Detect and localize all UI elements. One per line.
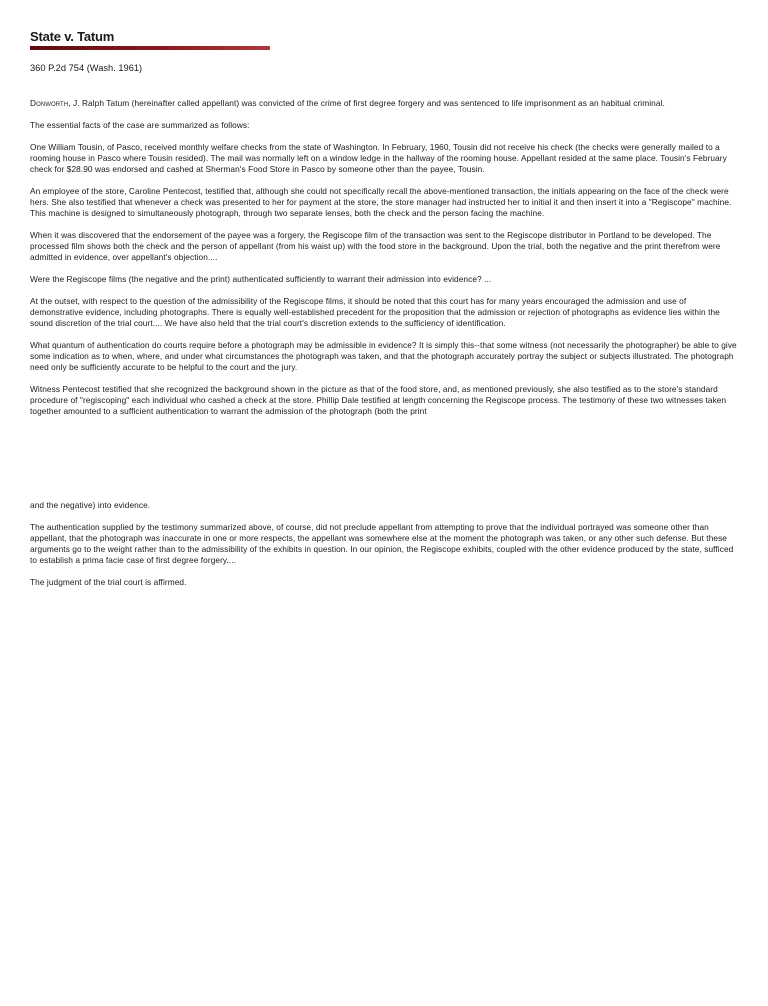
paragraph-judgment: The judgment of the trial court is affirmed. — [30, 576, 187, 587]
paragraph-tousin-facts: One William Tousin, of Pasco, received monthly welfare checks from the state of Washington. In February, 1960, Tousin did not receive his check (the checks were generally mailed to a rooming house in Pasco where Tousin resided). The mail was normally left on a window ledge in the hallway of the rooming house. Appellant resided at the same place. Tousin's February check for $28.90 was endorsed and cashed at Sherman's Food Store in Pasco by someone other than the payee, Tousin. — [30, 142, 727, 174]
paragraph-forgery-discovered: When it was discovered that the endorsement of the payee was a forgery, the Regiscope film of the transaction was sent to the Regiscope distributor in Portland to be developed. The processed film shows both the check and the person of appellant (from his waist up) with the food store in the background. Upon the trial, both the negative and the print therefrom were admitted in evidence, over appellant's objection.... — [30, 230, 721, 262]
opinion-intro-paragraph — [30, 98, 738, 109]
paragraph-authentication-quantum: What quantum of authentication do courts require before a photograph may be admissible in evidence? It is simply this--that some witness (not necessarily the photographer) be able to give some indication as to when, where, and under what circumstances the photograph was taken, and that the photograph accurately portray the subject or subjects illustrated. The photograph need only be sufficiently accurate to be helpful to the court and the jury. — [30, 339, 737, 372]
judge-name: Donworth — [30, 98, 69, 108]
paragraph-pentecost-testimony: An employee of the store, Caroline Pentecost, testified that, although she could not specifically recall the above-mentioned transaction, the initials appearing on the face of the check were hers. She also testified that whenever a check was presented to her for payment at the store, the store manager had instructed her to initial it and then insert it into a "Regiscope" machine. This machine is designed to simultaneously photograph, through two separate lenses, both the check and the person facing the machine. — [30, 186, 732, 218]
paragraph-witness-testimony: Witness Pentecost testified that she recognized the background shown in the picture as that of the food store, and, as mentioned previously, she also testified as to the store's standard procedure of "regiscoping" each individual who cashed a check at the store. Phillip Dale testified at length concerning the Regiscope process. The testimony of these two witnesses taken together amounted to a sufficient authentication to warrant the admission of the photograph (both the print — [30, 383, 727, 416]
title-underline — [30, 46, 270, 50]
paragraph-admissibility: At the outset, with respect to the question of the admissibility of the Regiscope films, it should be noted that this court has for many years encouraged the admission and use of demonstrative evidence, including photographs. There is equally well-established precedent for the proposition that the admission or rejection of photographs as evidence lies within the sound discretion of the trial court.... We have also held that the trial court's discretion extends to the sufficiency of identification. — [30, 296, 720, 328]
document-page — [30, 28, 738, 599]
case-citation: 360 P.2d 754 (Wash. 1961) — [30, 63, 143, 73]
page-break-gap — [30, 428, 738, 500]
paragraph-weight-vs-admissibility: The authentication supplied by the testimony summarized above, of course, did not preclude appellant from attempting to prove that the individual portrayed was someone other than appellant, that the photograph was inaccurate in one or more respects, the appellant was somewhere else at the moment the photograph was taken, or any other such defense. But these arguments go to the weight rather than to the admissibility of the exhibits in question. In our opinion, the Regiscope exhibits, coupled with the other evidence produced by the state, sufficed to establish a prima facie case of first degree forgery.... — [30, 521, 734, 565]
paragraph-essential-facts: The essential facts of the case are summarized as follows: — [30, 120, 250, 131]
paragraph-continued: and the negative) into evidence. — [30, 499, 151, 510]
intro-text: , J. Ralph Tatum (hereinafter called appellant) was convicted of the crime of first degree forgery and was sentenced to life imprisonment as an habitual criminal. — [68, 98, 665, 108]
case-title: State v. Tatum — [30, 29, 115, 44]
paragraph-question: Were the Regiscope films (the negative and the print) authenticated sufficiently to warrant their admission into evidence? ... — [30, 273, 492, 284]
